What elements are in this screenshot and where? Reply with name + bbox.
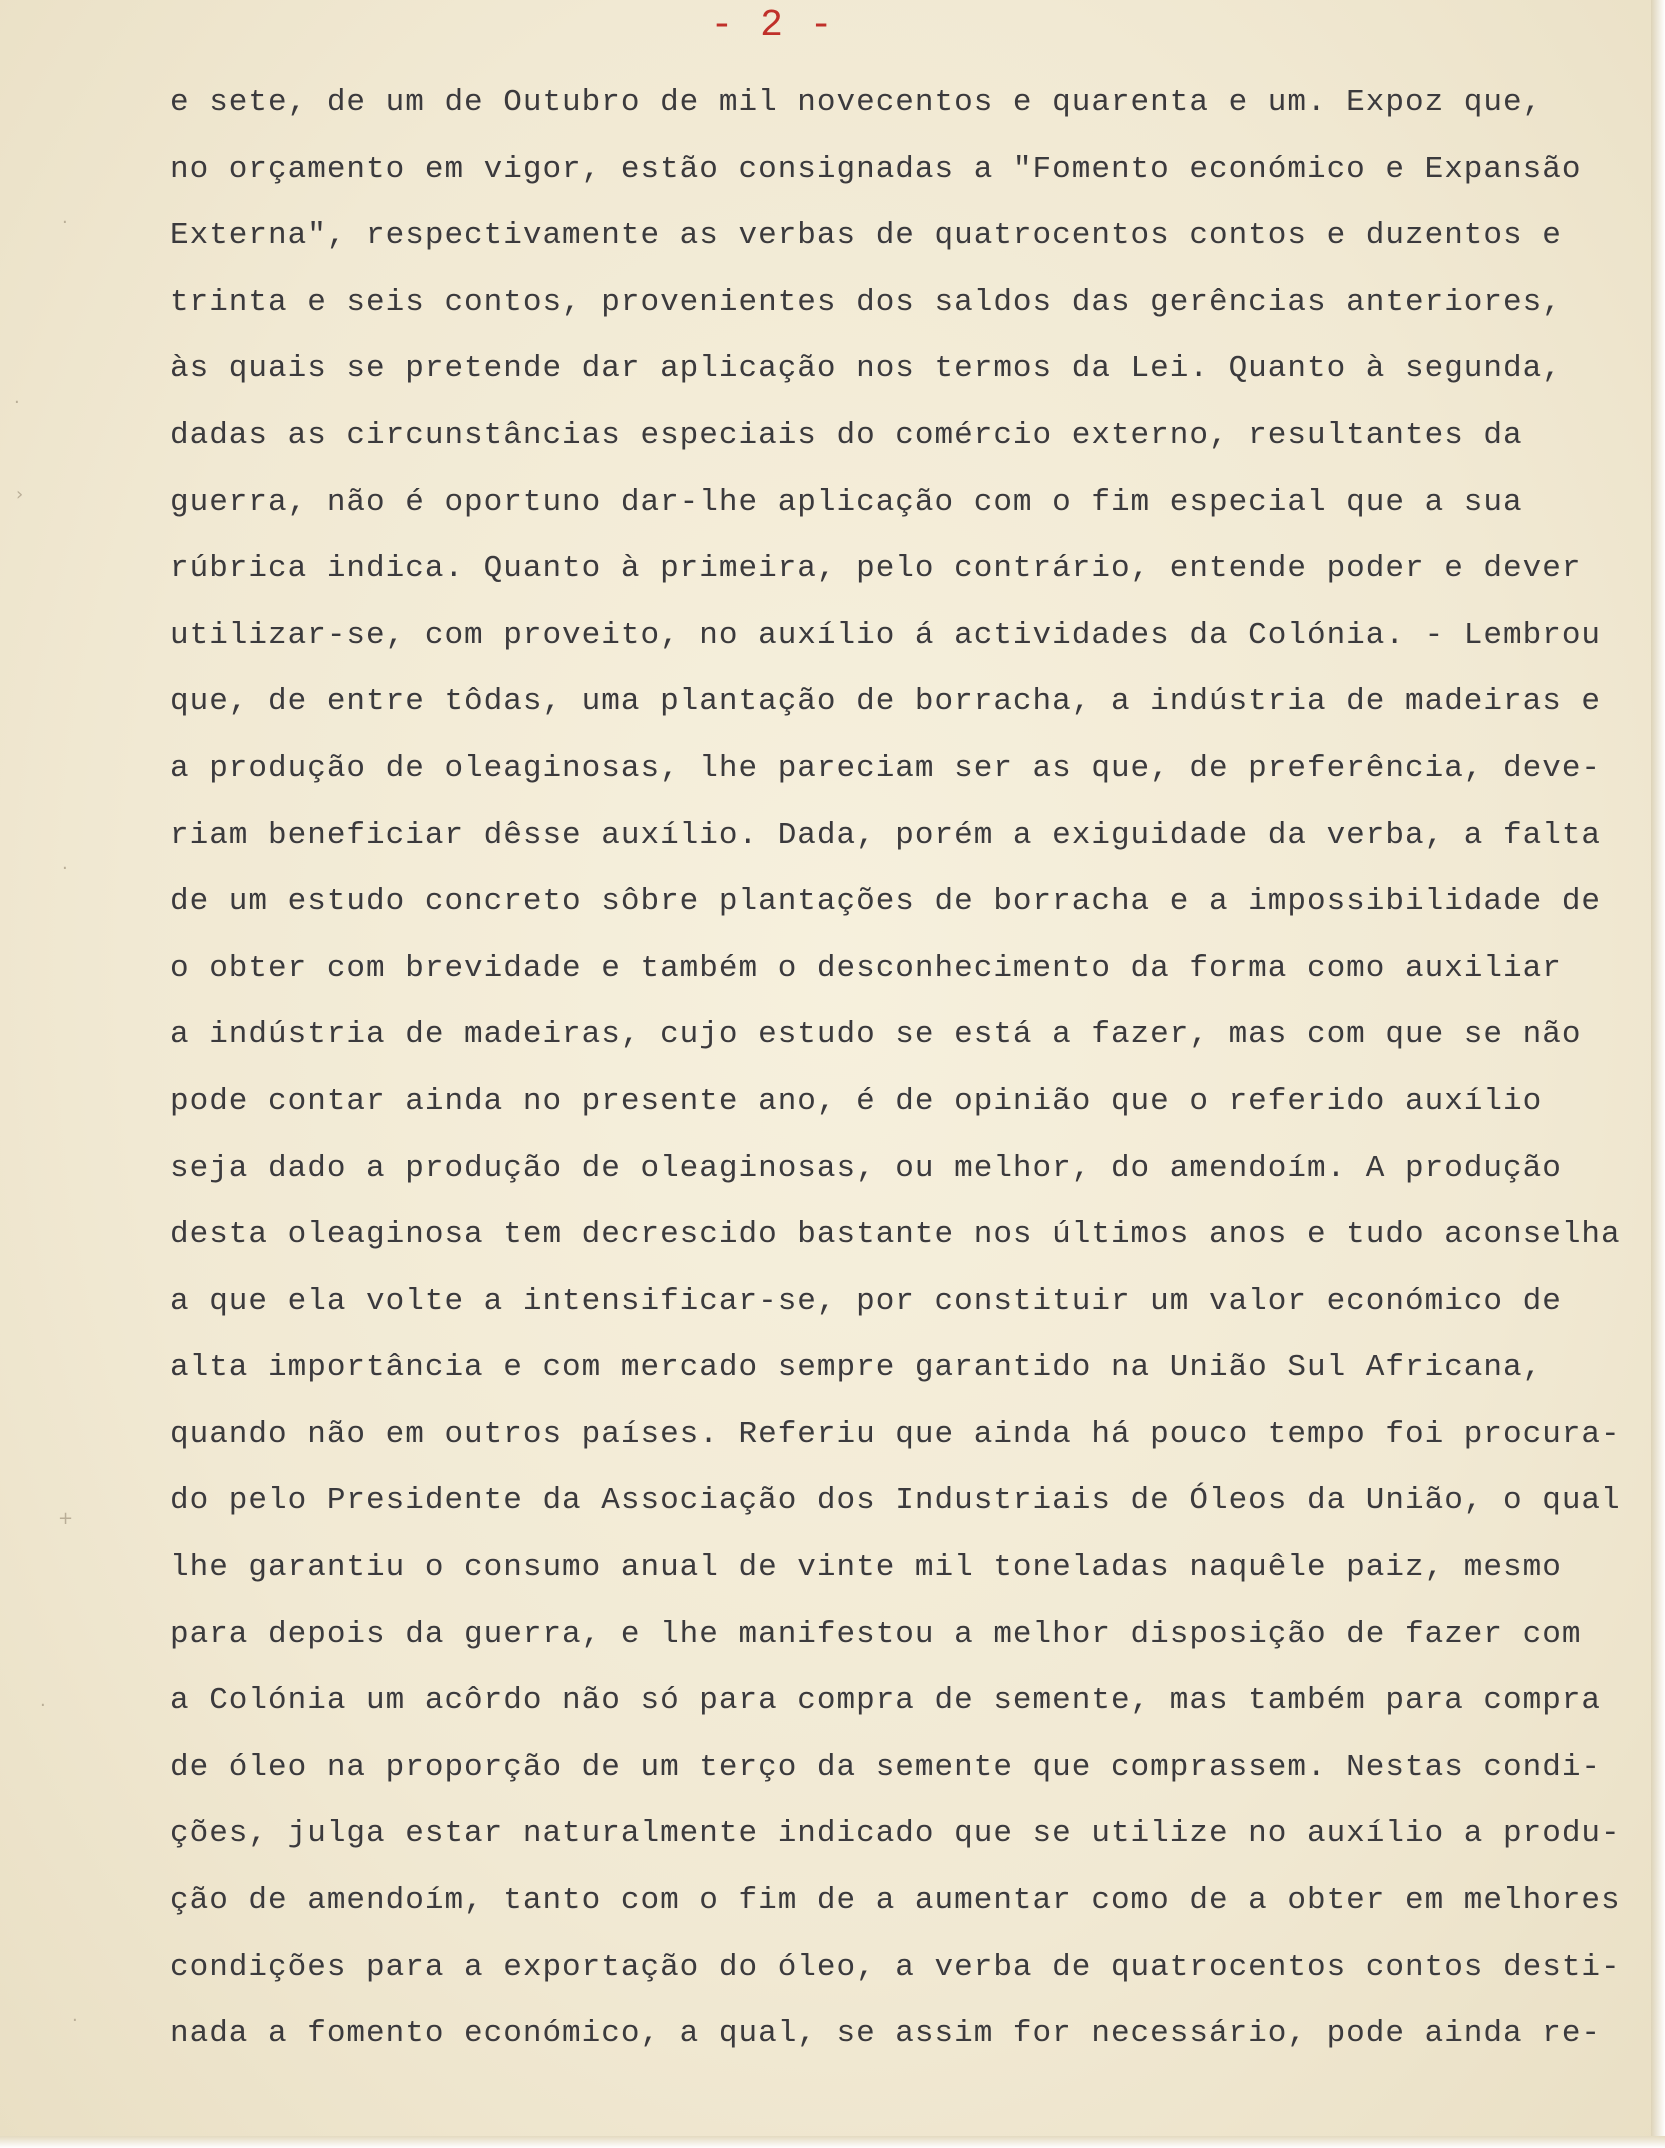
text-line: seja dado a produção de oleaginosas, ou melhor, do amendoím. A produção bbox=[170, 1150, 1562, 1186]
text-line: lhe garantiu o consumo anual de vinte mil toneladas naquêle paiz, mesmo bbox=[170, 1550, 1562, 1586]
text-line: a indústria de madeiras, cujo estudo se está a fazer, mas com que se não bbox=[170, 1017, 1582, 1053]
text-line: e sete, de um de Outubro de mil novecentos e quarenta e um. Expoz que, bbox=[170, 85, 1543, 120]
margin-mark: + bbox=[58, 1508, 74, 1529]
text-line: do pelo Presidente da Associação dos Industriais de Óleos da União, o qual bbox=[170, 1483, 1621, 1519]
margin-mark: · bbox=[62, 858, 68, 879]
page-number: - 2 - bbox=[710, 4, 835, 47]
text-line: alta importância e com mercado sempre garantido na União Sul Africana, bbox=[170, 1350, 1543, 1386]
margin-mark: · bbox=[40, 1695, 46, 1716]
text-line: Externa", respectivamente as verbas de quatrocentos contos e duzentos e bbox=[170, 218, 1562, 254]
text-line: de óleo na proporção de um terço da semente que comprassem. Nestas condi- bbox=[170, 1749, 1602, 1785]
margin-mark: · bbox=[14, 392, 20, 413]
margin-mark: › bbox=[16, 484, 24, 505]
text-line: no orçamento em vigor, estão consignadas a "Fomento económico e Expansão bbox=[170, 151, 1582, 187]
text-line: que, de entre tôdas, uma plantação de borracha, a indústria de madeiras e bbox=[170, 684, 1602, 720]
text-line: a Colónia um acôrdo não só para compra de semente, mas também para compra bbox=[170, 1683, 1602, 1719]
text-line: às quais se pretende dar aplicação nos termos da Lei. Quanto à segunda, bbox=[170, 351, 1562, 387]
text-line: ções, julga estar naturalmente indicado que se utilize no auxílio a produ- bbox=[170, 1816, 1621, 1852]
text-line: a produção de oleaginosas, lhe pareciam ser as que, de preferência, deve- bbox=[170, 750, 1602, 786]
text-line: nada a fomento económico, a qual, se assim for necessário, pode ainda re- bbox=[170, 2016, 1602, 2052]
text-line: dadas as circunstâncias especiais do comércio externo, resultantes da bbox=[170, 417, 1523, 453]
text-line: quando não em outros países. Referiu que ainda há pouco tempo foi procura- bbox=[170, 1416, 1621, 1452]
paper-bottom-edge bbox=[0, 2136, 1665, 2148]
text-line: a que ela volte a intensificar-se, por constituir um valor económico de bbox=[170, 1283, 1562, 1319]
text-line: desta oleaginosa tem decrescido bastante nos últimos anos e tudo aconselha bbox=[170, 1217, 1621, 1253]
text-line: trinta e seis contos, provenientes dos saldos das gerências anteriores, bbox=[170, 284, 1562, 320]
text-line: para depois da guerra, e lhe manifestou a melhor disposição de fazer com bbox=[170, 1616, 1582, 1652]
paper-right-edge bbox=[1651, 0, 1665, 2148]
text-line: pode contar ainda no presente ano, é de opinião que o referido auxílio bbox=[170, 1083, 1543, 1119]
text-line: de um estudo concreto sôbre plantações de borracha e a impossibilidade de bbox=[170, 884, 1602, 920]
text-line: guerra, não é oportuno dar-lhe aplicação com o fim especial que a sua bbox=[170, 484, 1523, 520]
typed-text-body bbox=[170, 70, 1640, 2068]
text-line: o obter com brevidade e também o desconhecimento da forma como auxiliar bbox=[170, 950, 1562, 986]
text-line: rúbrica indica. Quanto à primeira, pelo contrário, entende poder e dever bbox=[170, 551, 1582, 587]
text-line: utilizar-se, com proveito, no auxílio á actividades da Colónia. - Lembrou bbox=[170, 617, 1602, 653]
text-line: ção de amendoím, tanto com o fim de a aumentar como de a obter em melhores bbox=[170, 1883, 1621, 1919]
margin-mark: · bbox=[72, 2010, 78, 2031]
text-line: riam beneficiar dêsse auxílio. Dada, porém a exiguidade da verba, a falta bbox=[170, 817, 1602, 853]
margin-mark: · bbox=[62, 212, 68, 233]
text-line: condições para a exportação do óleo, a verba de quatrocentos contos desti- bbox=[170, 1949, 1621, 1985]
